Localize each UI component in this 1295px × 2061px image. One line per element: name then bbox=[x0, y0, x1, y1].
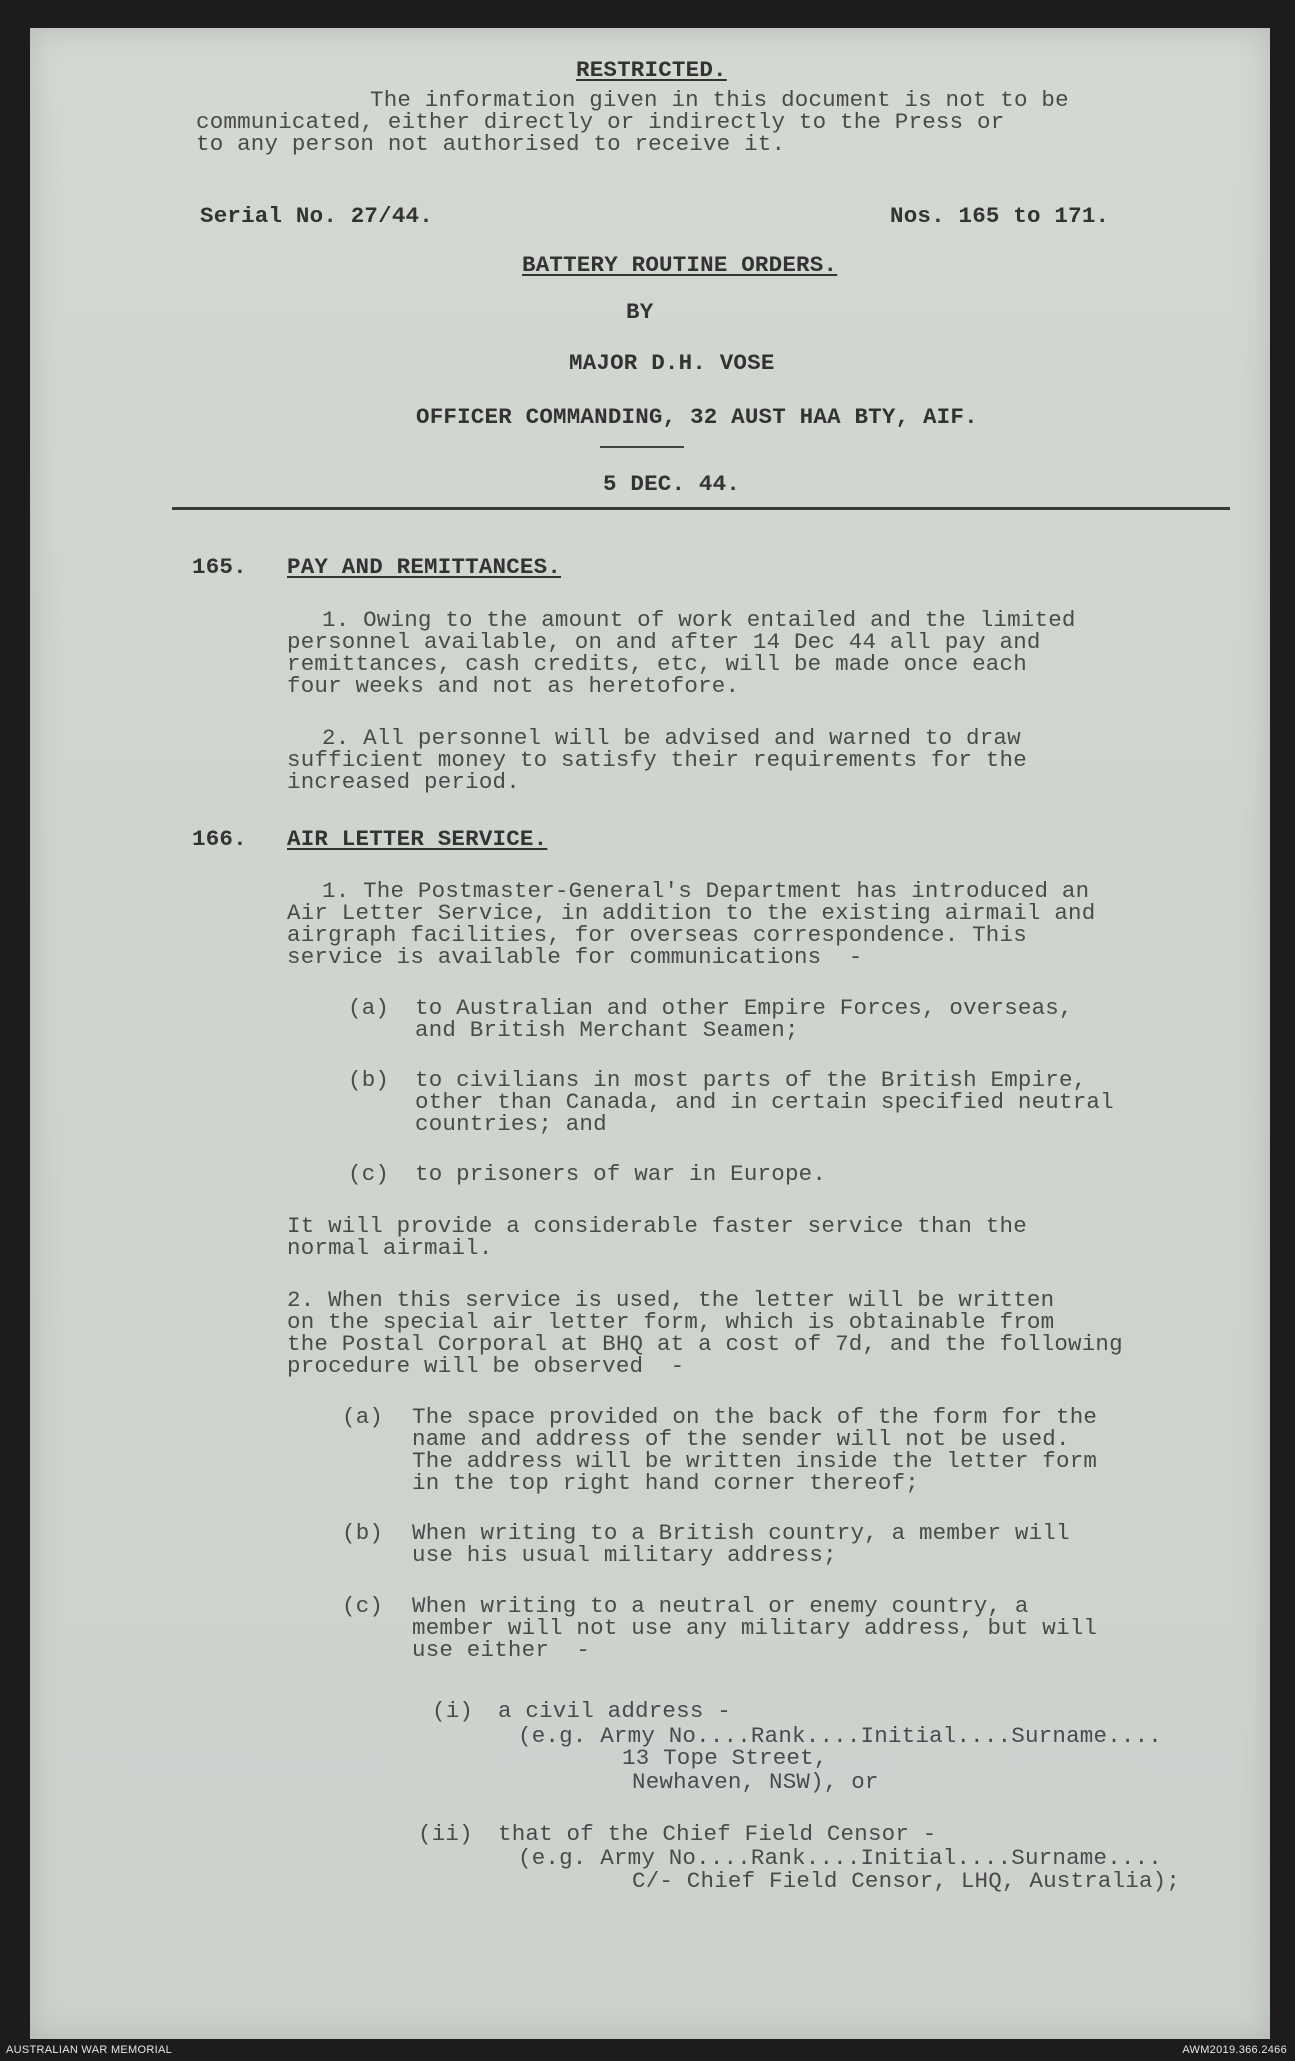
list1-a-line-1: to Australian and other Empire Forces, overseas, bbox=[415, 995, 1073, 1021]
faster-line-1: It will provide a considerable faster service than the bbox=[287, 1213, 1027, 1239]
sub-ii-label: (ii) bbox=[418, 1821, 473, 1847]
separator-dash bbox=[600, 446, 684, 448]
list2-b-label: (b) bbox=[342, 1520, 384, 1546]
list2-a-line-4: in the top right hand corner thereof; bbox=[412, 1470, 919, 1496]
list1-c-line-1: to prisoners of war in Europe. bbox=[415, 1161, 827, 1187]
order-165-p1-line-4: four weeks and not as heretofore. bbox=[287, 673, 740, 699]
list2-a-line-2: name and address of the sender will not be used. bbox=[412, 1426, 1070, 1452]
list1-b-label: (b) bbox=[348, 1067, 390, 1093]
list1-b-line-1: to civilians in most parts of the British Empire, bbox=[415, 1067, 1087, 1093]
notice-line-1: The information given in this document is not to be bbox=[370, 87, 1069, 113]
list2-b-line-2: use his usual military address; bbox=[412, 1542, 837, 1568]
list1-b-line-2: other than Canada, and in certain specified neutral bbox=[415, 1089, 1114, 1115]
classification-heading: RESTRICTED. bbox=[576, 57, 727, 83]
notice-line-3: to any person not authorised to receive it. bbox=[196, 131, 786, 157]
faster-line-2: normal airmail. bbox=[287, 1235, 493, 1261]
list2-c-line-3: use either - bbox=[412, 1637, 591, 1663]
sub-ii-example-1: (e.g. Army No....Rank....Initial....Surname.... bbox=[518, 1845, 1163, 1871]
order-166-p2-line-1: 2. When this service is used, the letter will be written bbox=[287, 1287, 1055, 1313]
author-position: OFFICER COMMANDING, 32 AUST HAA BTY, AIF. bbox=[416, 404, 978, 430]
sub-i-label: (i) bbox=[432, 1698, 474, 1724]
list2-c-line-2: member will not use any military address, but will bbox=[412, 1615, 1098, 1641]
serial-number: Serial No. 27/44. bbox=[200, 203, 433, 229]
list2-b-line-1: When writing to a British country, a member will bbox=[412, 1520, 1070, 1546]
order-165-p2-line-1: 2. All personnel will be advised and warned to draw bbox=[322, 725, 1021, 751]
order-165-number: 165. bbox=[192, 554, 247, 580]
footer-institution: AUSTRALIAN WAR MEMORIAL bbox=[6, 2044, 173, 2056]
order-166-p1-line-2: Air Letter Service, in addition to the existing airmail and bbox=[287, 900, 1096, 926]
order-165-p2-line-3: increased period. bbox=[287, 769, 520, 795]
order-165-p2-line-2: sufficient money to satisfy their requirements for the bbox=[287, 747, 1027, 773]
order-165-p1-line-1: 1. Owing to the amount of work entailed and the limited bbox=[322, 607, 1076, 633]
list2-a-line-3: The address will be written inside the letter form bbox=[412, 1448, 1098, 1474]
list2-a-line-1: The space provided on the back of the form for the bbox=[412, 1404, 1098, 1430]
order-166-p2-line-3: the Postal Corporal at BHQ at a cost of 7d, and the following bbox=[287, 1331, 1123, 1357]
order-166-p2-line-4: procedure will be observed - bbox=[287, 1353, 685, 1379]
sub-i-line: a civil address - bbox=[498, 1698, 731, 1724]
list1-a-line-2: and British Merchant Seamen; bbox=[415, 1017, 799, 1043]
document-page bbox=[30, 28, 1270, 2039]
header-rule bbox=[172, 507, 1230, 510]
order-166-heading: AIR LETTER SERVICE. bbox=[287, 826, 548, 852]
list1-b-line-3: countries; and bbox=[415, 1111, 607, 1137]
document-date: 5 DEC. 44. bbox=[603, 471, 741, 497]
notice-line-2: communicated, either directly or indirectly to the Press or bbox=[196, 109, 1005, 135]
order-166-p1-line-1: 1. The Postmaster-General's Department has introduced an bbox=[322, 878, 1090, 904]
sub-i-example-3: Newhaven, NSW), or bbox=[632, 1769, 879, 1795]
order-numbers: Nos. 165 to 171. bbox=[890, 203, 1110, 229]
order-165-p1-line-3: remittances, cash credits, etc, will be made once each bbox=[287, 651, 1027, 677]
list2-c-line-1: When writing to a neutral or enemy country, a bbox=[412, 1593, 1029, 1619]
sub-ii-line: that of the Chief Field Censor - bbox=[498, 1821, 937, 1847]
order-166-p1-line-3: airgraph facilities, for overseas correspondence. This bbox=[287, 922, 1027, 948]
order-165-p1-line-2: personnel available, on and after 14 Dec 44 all pay and bbox=[287, 629, 1041, 655]
order-165-heading: PAY AND REMITTANCES. bbox=[287, 554, 562, 580]
footer-accession-number: AWM2019.366.2466 bbox=[1182, 2044, 1287, 2056]
sub-i-example-2: 13 Tope Street, bbox=[622, 1745, 828, 1771]
order-166-number: 166. bbox=[192, 826, 247, 852]
list1-a-label: (a) bbox=[348, 995, 390, 1021]
list1-c-label: (c) bbox=[348, 1161, 390, 1187]
order-166-p1-line-4: service is available for communications - bbox=[287, 944, 863, 970]
document-title: BATTERY ROUTINE ORDERS. bbox=[522, 252, 838, 278]
order-166-p2-line-2: on the special air letter form, which is obtainable from bbox=[287, 1309, 1055, 1335]
sub-ii-example-2: C/- Chief Field Censor, LHQ, Australia); bbox=[632, 1868, 1181, 1894]
list2-a-label: (a) bbox=[342, 1404, 384, 1430]
by-line: BY bbox=[626, 299, 654, 325]
sub-i-example-1: (e.g. Army No....Rank....Initial....Surname.... bbox=[518, 1723, 1163, 1749]
list2-c-label: (c) bbox=[342, 1593, 384, 1619]
author-name: MAJOR D.H. VOSE bbox=[569, 350, 775, 376]
